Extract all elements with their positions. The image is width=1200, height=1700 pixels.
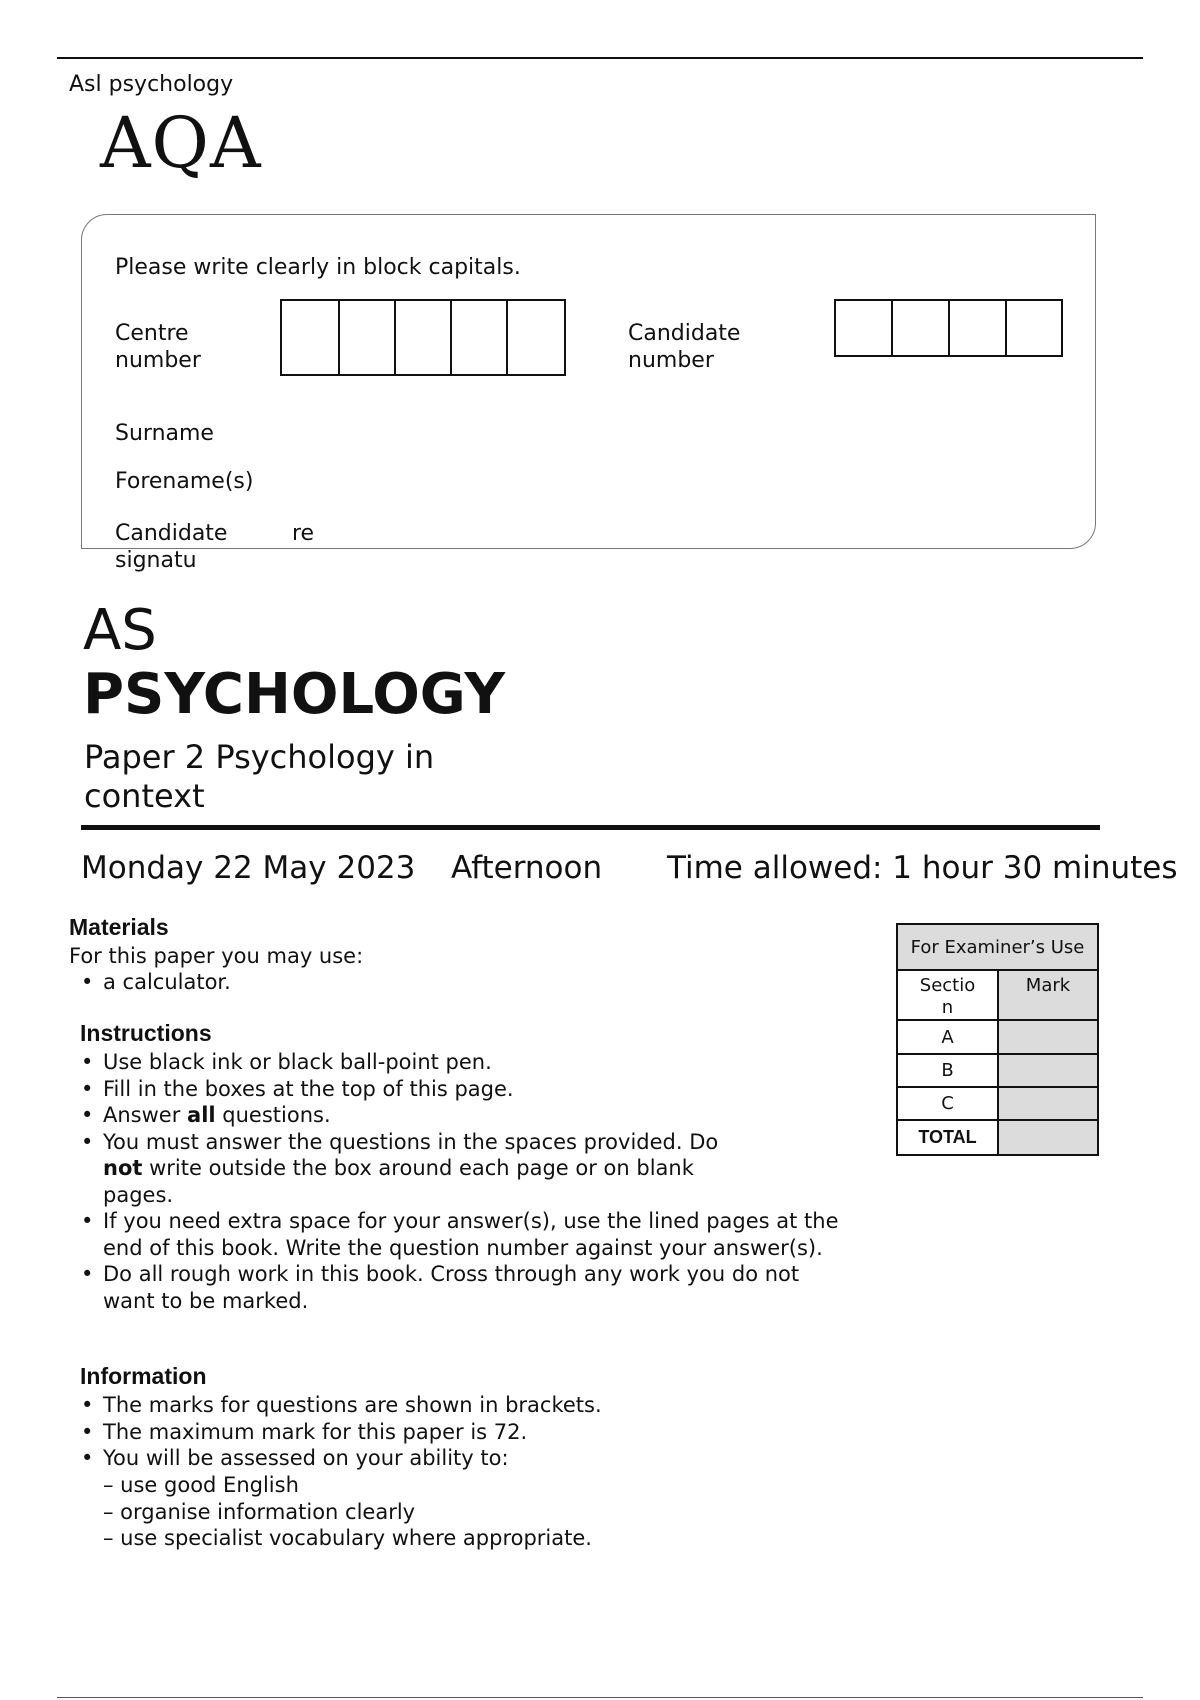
block-capitals-instruction: Please write clearly in block capitals.: [115, 255, 521, 280]
list-item: • Use black ink or black ball-point pen.: [69, 1049, 839, 1076]
mark-cell: [998, 1087, 1098, 1120]
item-text: questions.: [215, 1103, 331, 1127]
mark-cell: [998, 1054, 1098, 1087]
candidate-number-label: Candidate number: [628, 321, 741, 373]
list-item: • If you need extra space for your answer(s), use the lined pages at the end of this book. Write the question number against your answer(s).: [69, 1208, 839, 1261]
total-mark-cell: [998, 1120, 1098, 1155]
bottom-rule: [57, 1697, 1143, 1698]
list-item: • Do all rough work in this book. Cross through any work you do not want to be marked.: [69, 1261, 843, 1314]
candidate-number-boxes: [834, 299, 1063, 357]
signature-label: Candidate signatu: [115, 521, 228, 573]
title-rule: [81, 825, 1100, 830]
materials-heading: Materials: [69, 914, 169, 940]
candidate-digit-box[interactable]: [834, 299, 891, 357]
forename-label: Forename(s): [115, 469, 254, 494]
item-text: write outside the box around each page or on blank pages.: [103, 1156, 694, 1207]
centre-number-label: Centre number: [115, 321, 201, 373]
examiner-table-title: For Examiner’s Use: [897, 924, 1098, 970]
list-item: – organise information clearly: [103, 1499, 416, 1524]
section-cell: B: [897, 1054, 998, 1087]
item-emphasis: not: [103, 1156, 143, 1180]
list-item: [69, 1129, 753, 1209]
aqa-logo: AQA: [100, 102, 262, 184]
examiner-use-table: [896, 923, 1099, 1156]
centre-digit-box[interactable]: [506, 299, 566, 376]
exam-session: Afternoon: [451, 850, 603, 886]
list-item: – use specialist vocabulary where appropriate.: [103, 1526, 592, 1550]
list-item: – use good English: [103, 1473, 299, 1497]
centre-number-boxes: [280, 299, 566, 376]
level-title: AS: [83, 598, 157, 663]
item-text: Answer: [103, 1103, 188, 1127]
mark-cell: [998, 1020, 1098, 1054]
header-text: Asl psychology: [69, 72, 234, 97]
section-cell: C: [897, 1087, 998, 1120]
time-allowed: Time allowed: 1 hour 30 minutes: [667, 850, 1178, 886]
list-item: • The maximum mark for this paper is 72.: [69, 1419, 839, 1446]
total-label: TOTAL: [897, 1120, 998, 1155]
list-item: • The marks for questions are shown in brackets.: [69, 1392, 839, 1419]
subject-title: PSYCHOLOGY: [83, 662, 506, 727]
top-rule: [57, 57, 1143, 59]
candidate-digit-box[interactable]: [891, 299, 948, 357]
candidate-digit-box[interactable]: [948, 299, 1005, 357]
instructions-heading: Instructions: [80, 1020, 212, 1046]
surname-label: Surname: [115, 421, 214, 446]
list-item: [69, 1102, 839, 1129]
signature-label-suffix: re: [292, 521, 315, 546]
assessment-criteria: [69, 1472, 592, 1552]
materials-list: [69, 969, 829, 996]
list-item: • a calculator.: [69, 969, 829, 996]
exam-date: Monday 22 May 2023: [81, 850, 416, 886]
mark-column-header: Mark: [998, 970, 1098, 1020]
centre-digit-box[interactable]: [280, 299, 338, 376]
paper-title: Paper 2 Psychology in context: [84, 738, 435, 815]
information-list: [69, 1392, 839, 1472]
table-row: [897, 1054, 1098, 1087]
centre-digit-box[interactable]: [338, 299, 394, 376]
materials-intro: For this paper you may use:: [69, 944, 364, 968]
table-row: [897, 1120, 1098, 1155]
instructions-list: [69, 1049, 839, 1314]
table-row: [897, 1087, 1098, 1120]
centre-digit-box[interactable]: [450, 299, 506, 376]
table-row: [897, 1020, 1098, 1054]
information-heading: Information: [80, 1363, 207, 1389]
section-column-header: Sectio n: [897, 970, 998, 1020]
list-item: • Fill in the boxes at the top of this page.: [69, 1076, 839, 1103]
list-item: • You will be assessed on your ability to:: [69, 1445, 839, 1472]
centre-digit-box[interactable]: [394, 299, 450, 376]
candidate-digit-box[interactable]: [1005, 299, 1063, 357]
section-cell: A: [897, 1020, 998, 1054]
item-emphasis: all: [187, 1103, 216, 1127]
item-text: You must answer the questions in the spaces provided. Do: [103, 1129, 719, 1154]
